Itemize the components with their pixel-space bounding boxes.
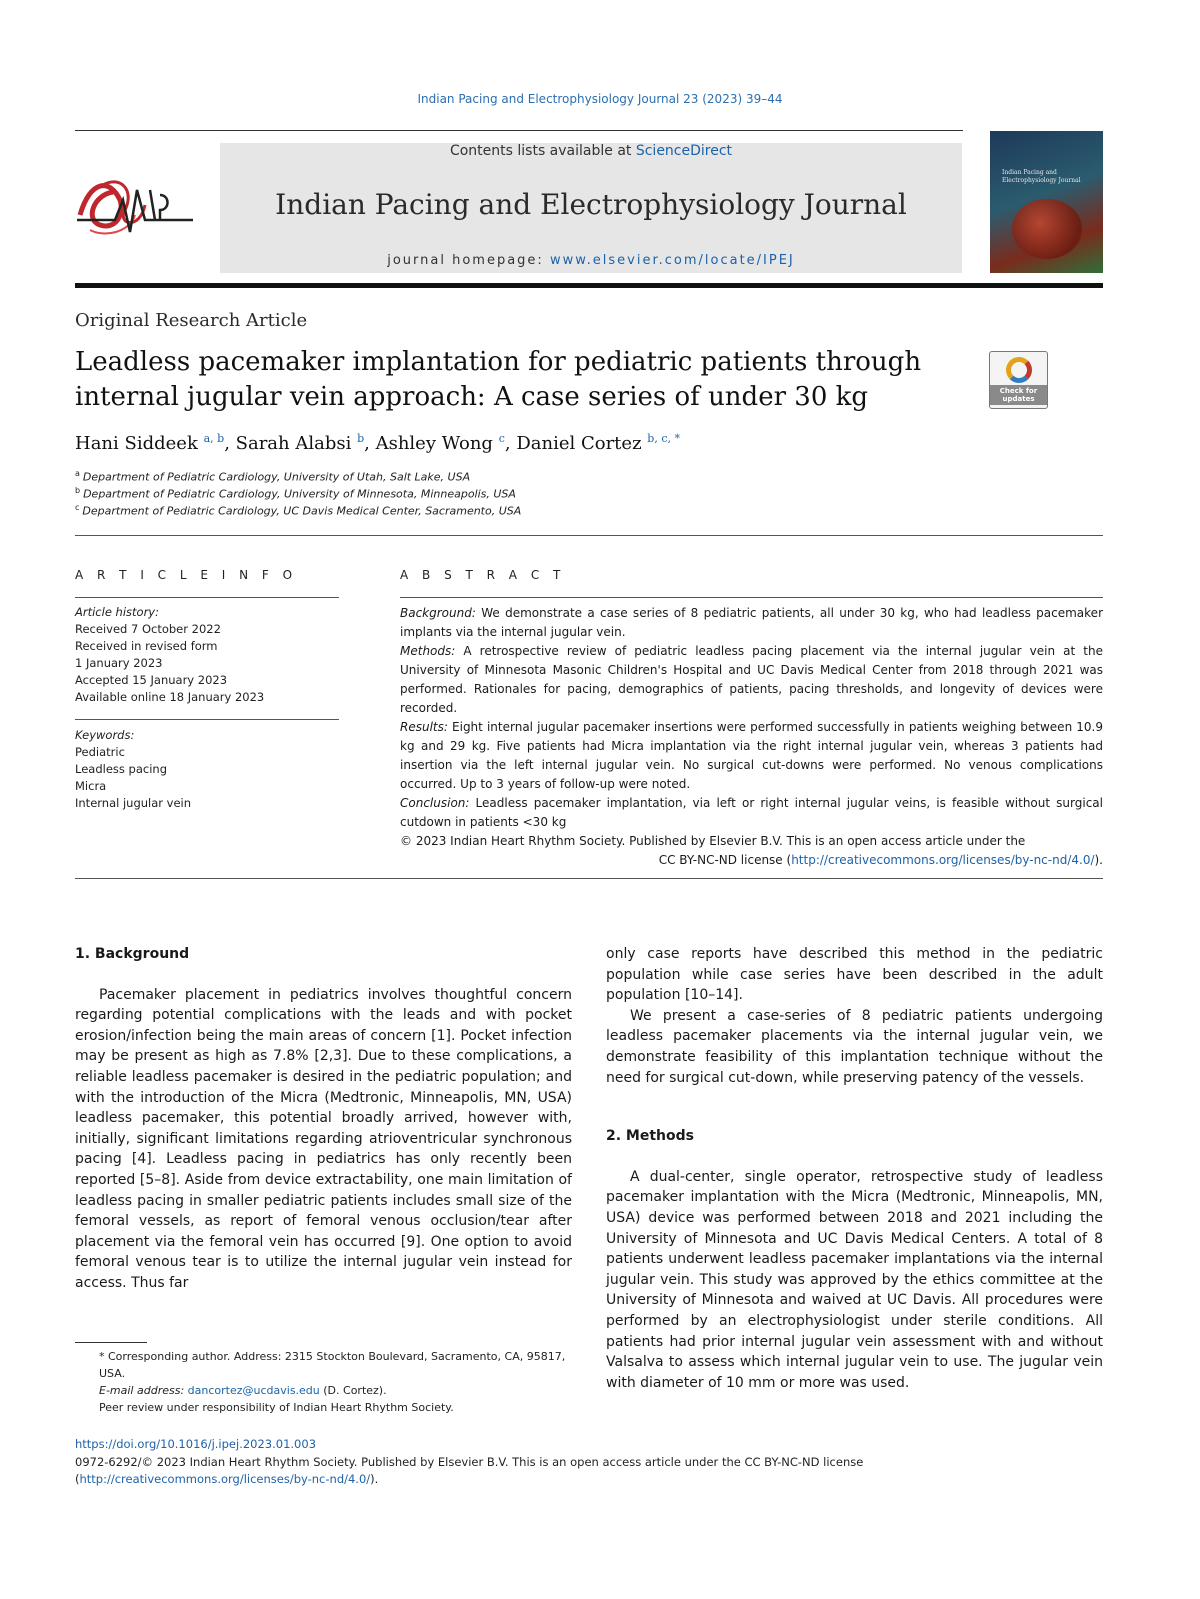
check-updates-icon: [1006, 357, 1032, 383]
author-sup[interactable]: b, c, *: [647, 432, 680, 445]
author-name[interactable]: Hani Siddeek: [75, 433, 198, 454]
results-text: Eight internal jugular pacemaker insertions were performed successfully in patients weighing between 10.9 kg and 29 kg. Five patients had Micra implantation via the right internal jugular vein, whereas 3 patients had insertion via the left internal jugular vein. No surgical cut-downs were performed. No venous complications occurred. Up to 3 years of follow-up were noted.: [400, 720, 1103, 791]
article-info-heading: A R T I C L E I N F O: [75, 568, 298, 582]
history-item: Accepted 15 January 2023: [75, 673, 228, 687]
history-item: 1 January 2023: [75, 656, 163, 670]
affiliation: [75, 503, 521, 518]
author-name[interactable]: Ashley Wong: [375, 433, 493, 454]
body-left-column: [75, 944, 572, 1294]
ipej-logo: [75, 170, 195, 242]
header-rule: [75, 130, 963, 131]
affiliation: [75, 486, 516, 501]
doi-line: [75, 1437, 316, 1451]
footnote-rule: [75, 1342, 147, 1343]
peer-review-note: Peer review under responsibility of Indian Heart Rhythm Society.: [99, 1401, 454, 1414]
background-text: We demonstrate a case series of 8 pediatric patients, all under 30 kg, who had leadless pacemaker implants via the internal jugular vein.: [400, 606, 1103, 639]
email-line: [75, 1382, 572, 1399]
contents-line: [220, 143, 962, 159]
cover-heart-graphic: [1012, 199, 1082, 259]
title-block-rule: [75, 535, 1103, 536]
section-heading-background: 1. Background: [75, 946, 190, 962]
header-thick-rule: [75, 283, 1103, 288]
section-gap: [606, 1107, 1103, 1126]
email-link[interactable]: dancortez@ucdavis.edu: [187, 1384, 320, 1397]
article-type: Original Research Article: [75, 310, 308, 331]
keyword-item: Pediatric: [75, 745, 125, 759]
abstract-license: [400, 851, 1103, 870]
author-sup[interactable]: a, b: [203, 432, 225, 445]
license-footer-link[interactable]: http://creativecommons.org/licenses/by-nc-nd/4.0/: [79, 1472, 371, 1486]
license-footer-text: 0972-6292/© 2023 Indian Heart Rhythm Society. Published by Elsevier B.V. This is an open access article under the CC BY-NC-ND license (: [75, 1455, 864, 1486]
abstract-background: [400, 604, 1103, 642]
keyword-item: Internal jugular vein: [75, 796, 192, 810]
background-label: Background:: [400, 606, 476, 620]
paragraph: only case reports have described this method in the pediatric population while case series have been described in the adult population [10–14].: [606, 946, 1103, 1004]
keywords: [75, 727, 345, 812]
license-prefix: CC BY-NC-ND license (: [658, 853, 792, 867]
author-name[interactable]: Daniel Cortez: [516, 433, 642, 454]
section-heading-methods: 2. Methods: [606, 1128, 694, 1145]
history-item: Received in revised form: [75, 639, 218, 653]
author-sup[interactable]: b: [357, 432, 365, 445]
abstract-conclusion: [400, 794, 1103, 832]
methods-text: A retrospective review of pediatric leadless pacing placement via the internal jugular vein at the University of Minnesota Masonic Children's Hospital and UC Davis Medical Center from 2018 through 2021 was performed. Rationales for pacing, demographics of patients, pacing thresholds, and longevity of devices were recorded.: [400, 644, 1103, 715]
footnotes: [75, 1348, 572, 1416]
affiliation-text: Department of Pediatric Cardiology, UC Davis Medical Center, Sacramento, USA: [82, 504, 522, 518]
body-right-column: [606, 944, 1103, 1393]
corresponding-author: * Corresponding author. Address: 2315 Stockton Boulevard, Sacramento, CA, 95817, USA.: [99, 1350, 566, 1380]
affiliation-sup: c: [75, 503, 80, 512]
journal-name: Indian Pacing and Electrophysiology Journal: [275, 188, 907, 221]
conclusion-text: Leadless pacemaker implantation, via left or right internal jugular veins, is feasible without surgical cutdown in patients <30 kg: [400, 796, 1103, 829]
history-label: Article history:: [75, 605, 159, 619]
email-suffix: (D. Cortez).: [319, 1384, 387, 1397]
abstract-copyright: © 2023 Indian Heart Rhythm Society. Published by Elsevier B.V. This is an open access article under the: [400, 834, 1026, 848]
conclusion-label: Conclusion:: [400, 796, 470, 810]
doi-link[interactable]: https://doi.org/10.1016/j.ipej.2023.01.003: [75, 1437, 317, 1451]
keyword-item: Micra: [75, 779, 107, 793]
license-suffix: ).: [1094, 853, 1103, 867]
contents-prefix: Contents lists available at: [449, 143, 636, 159]
journal-homepage: [220, 253, 962, 268]
affiliation-text: Department of Pediatric Cardiology, University of Minnesota, Minneapolis, USA: [83, 487, 516, 501]
abstract-heading: A B S T R A C T: [400, 568, 566, 582]
affiliation: [75, 469, 470, 484]
methods-label: Methods:: [400, 644, 456, 658]
keywords-label: Keywords:: [75, 728, 135, 742]
license-footer-suffix: ).: [370, 1472, 379, 1486]
affiliation-sup: b: [75, 486, 81, 495]
check-updates-label: Check for updates: [990, 385, 1047, 405]
homepage-prefix: journal homepage:: [387, 253, 550, 268]
abstract-text: [400, 604, 1103, 870]
journal-citation: Indian Pacing and Electrophysiology Journal 23 (2023) 39–44: [417, 92, 783, 106]
email-label: E-mail address:: [99, 1384, 188, 1397]
keyword-item: Leadless pacing: [75, 762, 167, 776]
affiliation-sup: a: [75, 469, 80, 478]
history-item: Received 7 October 2022: [75, 622, 221, 636]
author-list: Hani Siddeek $^{a, b}$, Sarah Alabsi $^b$, Ashley Wong $^c$, Daniel Cortez $^{b, c, *}$: [75, 432, 680, 454]
homepage-link[interactable]: www.elsevier.com/locate/IPEJ: [549, 253, 795, 268]
abstract-bottom-rule: [75, 878, 1103, 879]
paragraph: We present a case-series of 8 pediatric patients undergoing leadless pacemaker placements via the internal jugular vein, we demonstrate feasibility of this implantation technique without the need for surgical cut-down, while preserving patency of the vessels.: [606, 1007, 1103, 1086]
sciencedirect-link[interactable]: ScienceDirect: [635, 143, 733, 159]
article-title: Leadless pacemaker implantation for pediatric patients through internal jugular vein approach: A case series of under 30 kg: [75, 347, 922, 412]
article-info-divider: [75, 719, 339, 720]
paragraph: A dual-center, single operator, retrospective study of leadless pacemaker implantation with the Micra (Medtronic, Minneapolis, MN, USA) device was performed between 2018 and 2021 including the University of Minnesota and UC Davis Medical Centers. A total of 8 patients underwent leadless pacemaker implantations via the internal jugular vein. This study was approved by the ethics committee at the University of Minnesota and waived at UC Davis. All procedures were performed by an electrophysiologist under sterile conditions. All patients had prior internal jugular vein assessment with and without Valsalva to assess which internal jugular vein to use. The jugular vein with diameter of 10 mm or more was used.: [606, 1168, 1103, 1391]
abstract-rule: [400, 597, 1103, 598]
results-label: Results:: [400, 720, 448, 734]
affiliation-text: Department of Pediatric Cardiology, University of Utah, Salt Lake, USA: [82, 470, 471, 484]
cover-title: Indian Pacing and Electrophysiology Journal: [1002, 169, 1081, 184]
section-gap: [606, 1088, 1103, 1107]
check-for-updates-button[interactable]: [989, 351, 1048, 409]
abstract-methods: [400, 642, 1103, 718]
author-name[interactable]: Sarah Alabsi: [235, 433, 352, 454]
history-item: Available online 18 January 2023: [75, 690, 265, 704]
abstract-results: [400, 718, 1103, 794]
paragraph: Pacemaker placement in pediatrics involves thoughtful concern regarding potential complications with the leads and with pocket erosion/infection being the main areas of concern [1]. Pocket infection may be present as high as 7.8% [2,3]. Due to these complications, a reliable leadless pacemaker is desired in the pediatric population; and with the introduction of the Micra (Medtronic, Minneapolis, MN, USA) leadless pacemaker, this potential broadly arrived, however with, initially, significant limitations regarding atrioventricular synchronous pacing [4]. Leadless pacing in pediatrics has only recently been reported [5–8]. Aside from device extractability, one main limitation of leadless pacing in smaller pediatric patients includes small size of the femoral vessels, as report of femoral venous occlusion/tear after placement via the femoral vein has occurred [9]. One option to avoid femoral venous tear is to utilize the internal jugular vein instead for access. Thus far: [75, 986, 572, 1291]
author-sup[interactable]: c: [498, 432, 505, 445]
article-info-rule: [75, 597, 339, 598]
license-link[interactable]: http://creativecommons.org/licenses/by-nc-nd/4.0/: [791, 853, 1095, 867]
article-history: [75, 604, 345, 706]
license-footer: [75, 1454, 1103, 1488]
journal-cover-image: [990, 131, 1103, 273]
